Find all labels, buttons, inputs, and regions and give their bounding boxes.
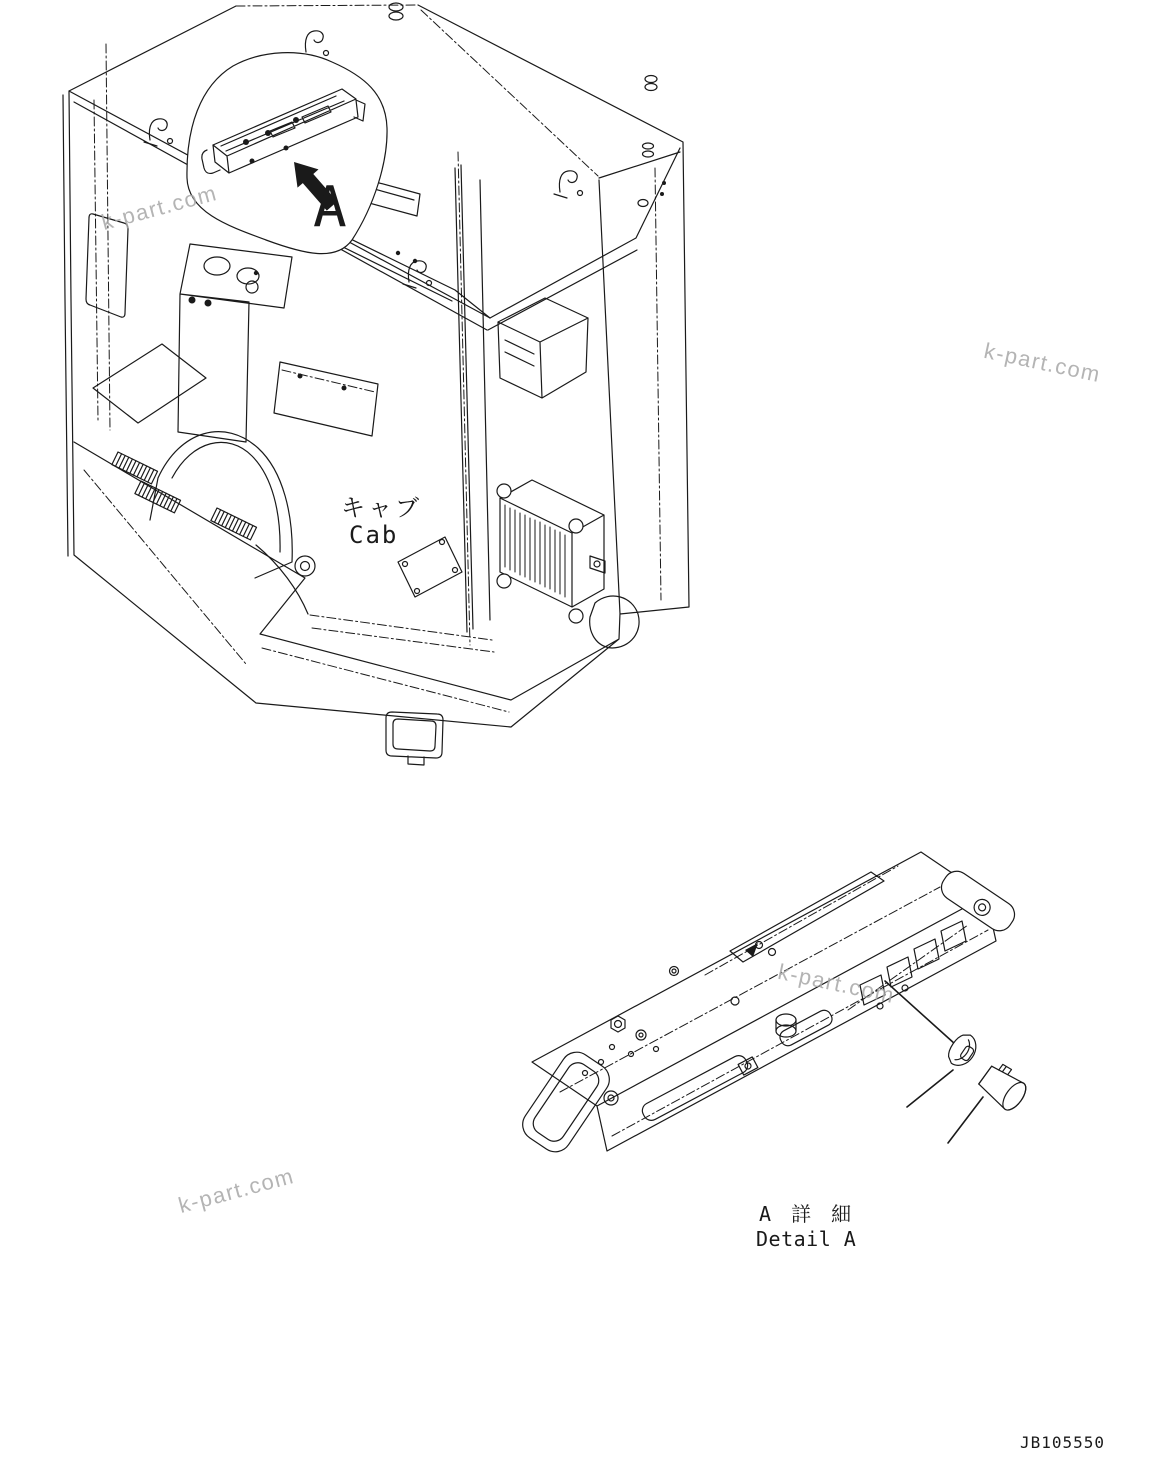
cab-label-english: Cab <box>349 521 399 549</box>
lifting-hook-icon <box>144 119 173 146</box>
watermark: k-part.com <box>175 1163 298 1218</box>
cab-label-japanese: キャブ <box>341 494 422 522</box>
watermark: k-part.com <box>98 180 221 235</box>
grille-slats <box>505 505 565 597</box>
console-end-handle <box>936 866 1019 936</box>
detail-marker-label: A <box>313 175 347 240</box>
switch-plug-part <box>976 1059 1033 1114</box>
console-centerlines <box>560 866 988 1136</box>
detail-a-callout <box>187 53 387 254</box>
watermark: k-part.com <box>981 337 1104 388</box>
switch-cap-part <box>943 1030 982 1071</box>
vent-strip <box>211 508 257 540</box>
vent-strip <box>135 481 181 513</box>
lifting-hook-icon <box>554 171 583 198</box>
vent-strip <box>112 452 158 484</box>
drawing-number: JB105550 <box>1020 1433 1106 1452</box>
console-detail-drawing <box>516 852 1032 1158</box>
watermark: k-part.com <box>775 958 898 1009</box>
detail-title-japanese: A 詳 細 <box>759 1202 856 1226</box>
callout-balloon <box>187 53 387 254</box>
detail-title-english: Detail A <box>756 1227 857 1251</box>
console-panel <box>532 852 996 1151</box>
grille-box <box>500 480 639 648</box>
console-front-slot <box>640 1053 751 1123</box>
console-foot-bracket <box>516 1046 615 1158</box>
